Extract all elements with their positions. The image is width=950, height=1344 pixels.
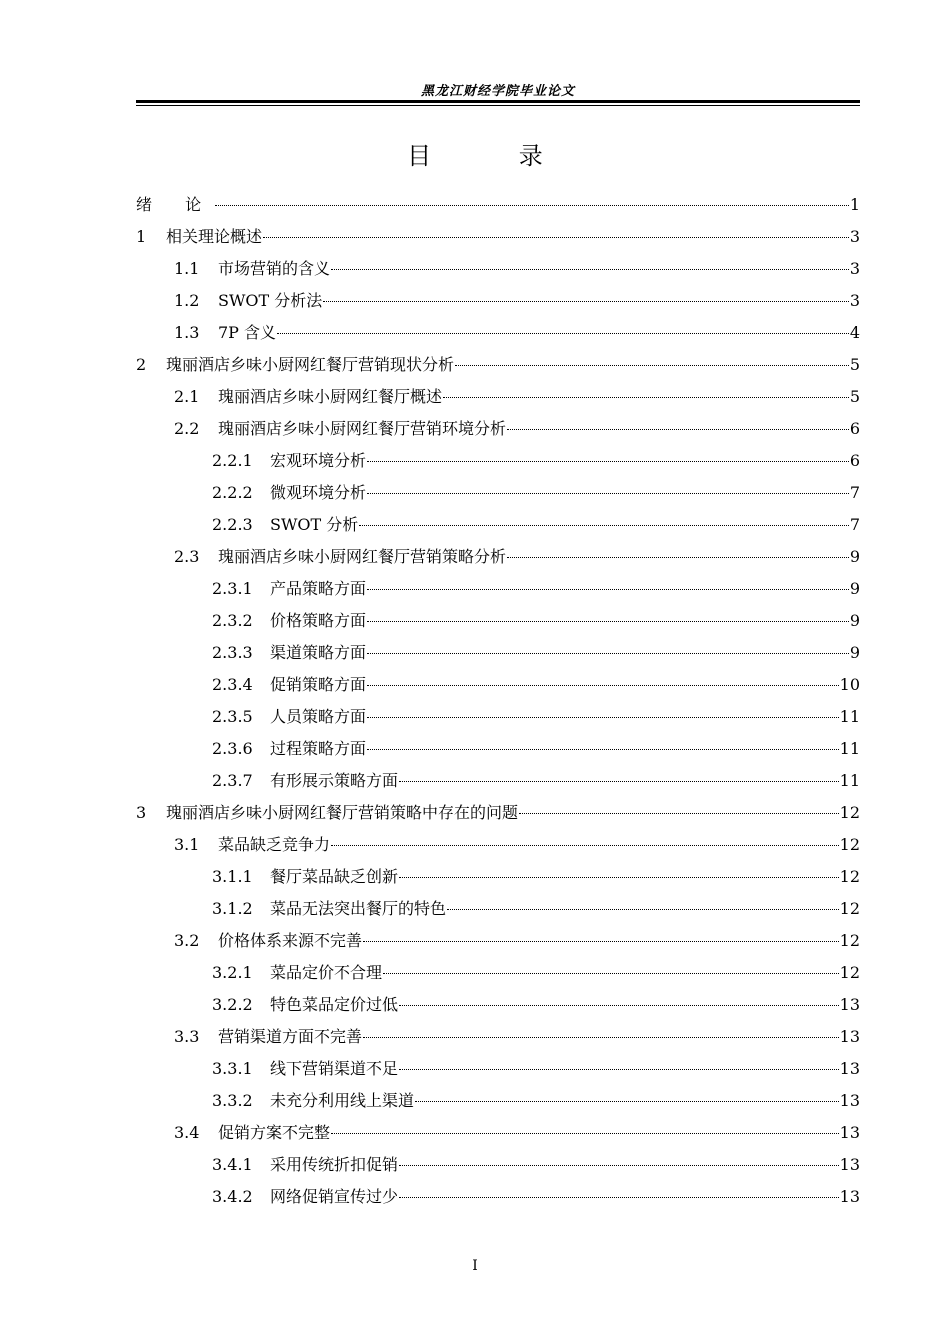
toc-entry-number: 3 (136, 803, 147, 822)
toc-entry-number: 2 (136, 355, 147, 374)
toc-entry-page: 12 (839, 835, 860, 854)
toc-entry-number: 3.1.1 (212, 867, 253, 886)
toc-entry-text: 未充分利用线上渠道 (270, 1091, 415, 1110)
toc-title: 目 录 (407, 142, 583, 170)
toc-entry[interactable] (136, 445, 860, 477)
toc-entry[interactable] (136, 925, 860, 957)
toc-entry-page: 13 (839, 995, 860, 1014)
toc-entry-text: 微观环境分析 (270, 483, 367, 502)
toc-entry-number: 绪 论 (136, 195, 202, 214)
toc-entry-text: 瑰丽酒店乡味小厨网红餐厅营销环境分析 (218, 419, 507, 438)
toc-leader-dots (323, 300, 849, 302)
toc-entry-page: 10 (839, 675, 860, 694)
toc-entry-page: 13 (839, 1123, 860, 1142)
table-of-contents (136, 189, 860, 1213)
toc-leader-dots (399, 1196, 839, 1198)
toc-entry-page: 11 (839, 739, 860, 758)
toc-leader-dots (455, 364, 849, 366)
toc-entry[interactable] (136, 413, 860, 445)
toc-entry-number: 1.2 (174, 291, 200, 310)
toc-entry[interactable] (136, 605, 860, 637)
toc-leader-dots (399, 1004, 839, 1006)
toc-entry-page: 5 (849, 355, 860, 374)
toc-entry-number: 2.3.6 (212, 739, 253, 758)
toc-entry-text: 餐厅菜品缺乏创新 (270, 867, 399, 886)
toc-entry-number: 3.2 (174, 931, 200, 950)
toc-leader-dots (359, 524, 849, 526)
toc-entry-text: 线下营销渠道不足 (270, 1059, 399, 1078)
toc-entry-number: 3.4 (174, 1123, 200, 1142)
toc-entry-number: 3.1 (174, 835, 200, 854)
toc-entry[interactable] (136, 893, 860, 925)
toc-entry[interactable] (136, 989, 860, 1021)
toc-entry-text: 网络促销宣传过少 (270, 1187, 399, 1206)
toc-entry-number: 2.2 (174, 419, 200, 438)
toc-entry-page: 1 (849, 195, 860, 214)
toc-leader-dots (415, 1100, 839, 1102)
toc-entry-page: 3 (849, 291, 860, 310)
page-header-title: 黑龙江财经学院毕业论文 (420, 84, 575, 99)
toc-entry[interactable] (136, 765, 860, 797)
toc-entry-text: 过程策略方面 (270, 739, 367, 758)
toc-entry-number: 2.3.1 (212, 579, 253, 598)
toc-entry-text: 特色菜品定价过低 (270, 995, 399, 1014)
toc-entry[interactable] (136, 1149, 860, 1181)
toc-entry-page: 12 (839, 931, 860, 950)
toc-entry-text: SWOT 分析法 (218, 291, 323, 310)
toc-leader-dots (399, 1068, 839, 1070)
toc-entry[interactable] (136, 509, 860, 541)
toc-entry-page: 12 (839, 867, 860, 886)
toc-entry-text: 7P 含义 (218, 323, 277, 342)
toc-leader-dots (507, 556, 849, 558)
toc-entry[interactable] (136, 637, 860, 669)
toc-entry-text: 价格体系来源不完善 (218, 931, 363, 950)
toc-entry[interactable] (136, 317, 860, 349)
toc-leader-dots (383, 972, 839, 974)
toc-entry-page: 9 (849, 579, 860, 598)
toc-entry-text: 市场营销的含义 (218, 259, 331, 278)
toc-entry-text: 采用传统折扣促销 (270, 1155, 399, 1174)
toc-leader-dots (367, 748, 839, 750)
toc-entry-number: 2.3.4 (212, 675, 253, 694)
toc-entry-page: 6 (849, 419, 860, 438)
toc-entry-page: 4 (849, 323, 860, 342)
toc-leader-dots (331, 844, 839, 846)
toc-entry-number: 2.3.7 (212, 771, 253, 790)
toc-entry-page: 13 (839, 1059, 860, 1078)
toc-entry-text: 菜品缺乏竞争力 (218, 835, 331, 854)
toc-entry-text: 价格策略方面 (270, 611, 367, 630)
toc-entry-page: 12 (839, 899, 860, 918)
toc-entry-number: 3.4.1 (212, 1155, 253, 1174)
toc-entry-number: 2.2.1 (212, 451, 253, 470)
toc-leader-dots (367, 652, 849, 654)
toc-entry-page: 12 (839, 803, 860, 822)
toc-entry[interactable] (136, 861, 860, 893)
toc-leader-dots (363, 1036, 839, 1038)
toc-entry-page: 11 (839, 707, 860, 726)
toc-entry[interactable] (136, 573, 860, 605)
toc-leader-dots (367, 460, 849, 462)
toc-entry[interactable] (136, 1021, 860, 1053)
toc-entry-number: 2.2.2 (212, 483, 253, 502)
toc-entry-number: 2.3 (174, 547, 200, 566)
toc-entry-number: 2.3.3 (212, 643, 253, 662)
toc-entry[interactable] (136, 1053, 860, 1085)
toc-leader-dots (331, 1132, 839, 1134)
toc-entry-text: 宏观环境分析 (270, 451, 367, 470)
toc-entry-text: 促销方案不完整 (218, 1123, 331, 1142)
toc-leader-dots (443, 396, 849, 398)
toc-entry-number: 1.1 (174, 259, 200, 278)
toc-entry-text: 产品策略方面 (270, 579, 367, 598)
toc-entry-number: 3.1.2 (212, 899, 253, 918)
toc-leader-dots (519, 812, 839, 814)
toc-entry-page: 3 (849, 259, 860, 278)
toc-entry-text: 相关理论概述 (166, 227, 263, 246)
toc-leader-dots (399, 780, 839, 782)
toc-entry-text: 瑰丽酒店乡味小厨网红餐厅营销现状分析 (166, 355, 455, 374)
toc-entry-text: 菜品定价不合理 (270, 963, 383, 982)
toc-entry-text: 有形展示策略方面 (270, 771, 399, 790)
toc-entry[interactable] (136, 1181, 860, 1213)
toc-entry-number: 2.1 (174, 387, 200, 406)
toc-leader-dots (399, 876, 839, 878)
toc-entry-page: 13 (839, 1091, 860, 1110)
toc-entry[interactable] (136, 733, 860, 765)
toc-entry-number: 3.3.1 (212, 1059, 253, 1078)
toc-entry[interactable] (136, 477, 860, 509)
toc-entry-number: 2.2.3 (212, 515, 253, 534)
toc-entry[interactable] (136, 1085, 860, 1117)
toc-entry[interactable] (136, 189, 860, 221)
toc-entry-page: 12 (839, 963, 860, 982)
toc-leader-dots (263, 236, 849, 238)
toc-leader-dots (215, 204, 849, 206)
toc-entry-page: 3 (849, 227, 860, 246)
toc-entry-number: 3.3.2 (212, 1091, 253, 1110)
toc-entry-page: 13 (839, 1155, 860, 1174)
toc-leader-dots (367, 620, 849, 622)
toc-entry-page: 13 (839, 1027, 860, 1046)
toc-entry-page: 11 (839, 771, 860, 790)
toc-leader-dots (367, 684, 839, 686)
toc-entry[interactable] (136, 221, 860, 253)
toc-entry-text: 渠道策略方面 (270, 643, 367, 662)
toc-entry-page: 13 (839, 1187, 860, 1206)
toc-entry-page: 9 (849, 643, 860, 662)
toc-entry-number: 3.2.2 (212, 995, 253, 1014)
toc-entry-number: 1 (136, 227, 147, 246)
toc-entry[interactable] (136, 381, 860, 413)
page-number: I (472, 1258, 478, 1274)
toc-entry-text: 营销渠道方面不完善 (218, 1027, 363, 1046)
toc-entry-number: 1.3 (174, 323, 200, 342)
toc-entry[interactable] (136, 253, 860, 285)
toc-entry-text: 瑰丽酒店乡味小厨网红餐厅营销策略中存在的问题 (166, 803, 519, 822)
toc-entry-page: 7 (849, 515, 860, 534)
toc-leader-dots (367, 588, 849, 590)
toc-entry-text: 人员策略方面 (270, 707, 367, 726)
toc-entry-page: 7 (849, 483, 860, 502)
toc-entry-text: 瑰丽酒店乡味小厨网红餐厅营销策略分析 (218, 547, 507, 566)
toc-entry[interactable] (136, 669, 860, 701)
header-rule-thin (136, 105, 860, 106)
toc-entry-number: 3.2.1 (212, 963, 253, 982)
toc-entry-page: 9 (849, 611, 860, 630)
toc-entry[interactable] (136, 797, 860, 829)
toc-entry[interactable] (136, 349, 860, 381)
toc-entry[interactable] (136, 285, 860, 317)
toc-entry-text: SWOT 分析 (270, 515, 359, 534)
toc-leader-dots (363, 940, 839, 942)
toc-entry-number: 3.3 (174, 1027, 200, 1046)
toc-entry-number: 2.3.2 (212, 611, 253, 630)
toc-leader-dots (367, 716, 839, 718)
toc-entry-page: 9 (849, 547, 860, 566)
toc-entry-text: 菜品无法突出餐厅的特色 (270, 899, 447, 918)
toc-entry-number: 3.4.2 (212, 1187, 253, 1206)
toc-leader-dots (507, 428, 849, 430)
toc-leader-dots (331, 268, 849, 270)
toc-leader-dots (277, 332, 849, 334)
toc-leader-dots (367, 492, 849, 494)
toc-leader-dots (399, 1164, 839, 1166)
toc-entry-text: 促销策略方面 (270, 675, 367, 694)
toc-entry[interactable] (136, 541, 860, 573)
toc-entry[interactable] (136, 829, 860, 861)
toc-leader-dots (447, 908, 839, 910)
toc-entry[interactable] (136, 1117, 860, 1149)
toc-entry[interactable] (136, 957, 860, 989)
toc-entry[interactable] (136, 701, 860, 733)
header-rule-thick (136, 100, 860, 103)
toc-entry-page: 6 (849, 451, 860, 470)
toc-entry-page: 5 (849, 387, 860, 406)
toc-entry-text: 瑰丽酒店乡味小厨网红餐厅概述 (218, 387, 443, 406)
toc-entry-number: 2.3.5 (212, 707, 253, 726)
